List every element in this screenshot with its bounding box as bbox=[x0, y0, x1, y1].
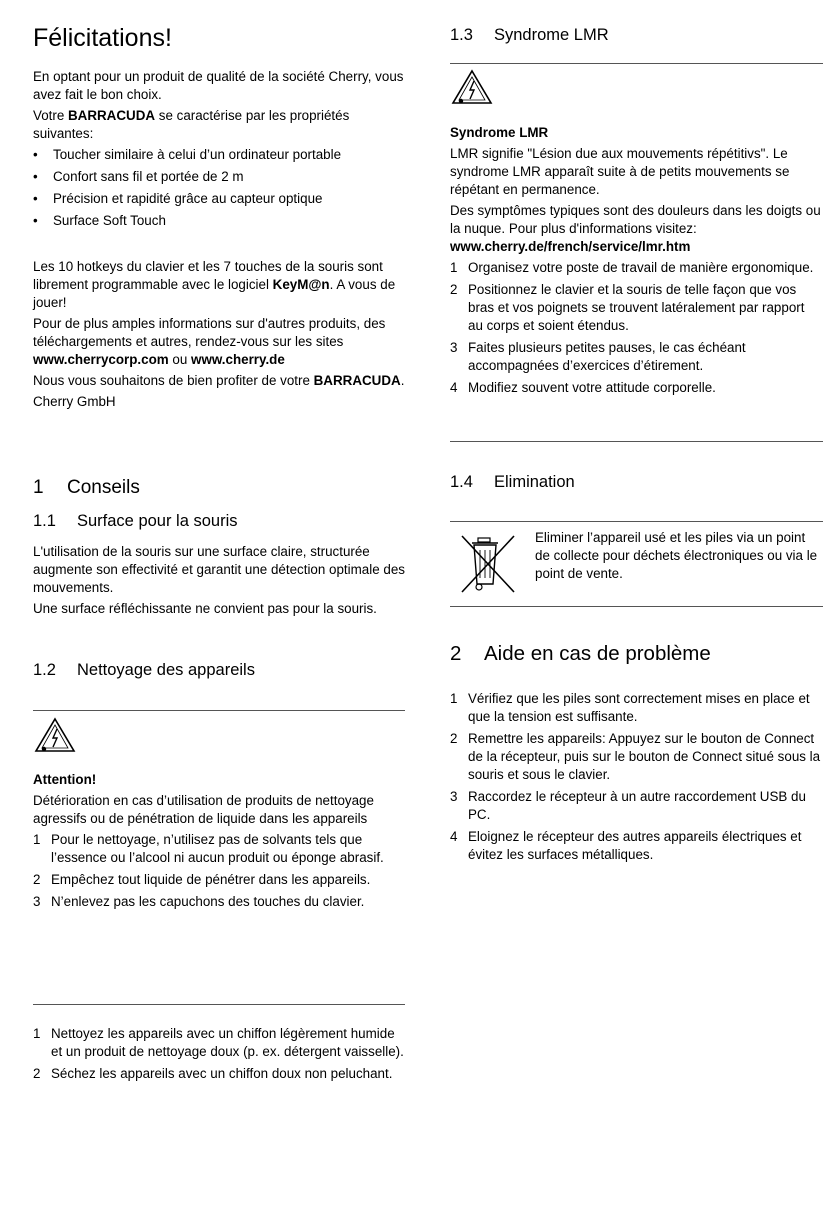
divider bbox=[33, 710, 405, 711]
list-item: 1 Pour le nettoyage, n’utilisez pas de solvants tels que l’essence ou l’alcool ni aucun produit ou éponge abrasif. bbox=[33, 832, 384, 865]
divider bbox=[450, 441, 823, 442]
website-link[interactable]: www.cherry.de bbox=[191, 352, 285, 367]
list-item: 2 Positionnez le clavier et la souris de telle façon que vos bras et vos poignets se trouvent latéralement par rapport au corps et soient étendus. bbox=[450, 282, 805, 333]
warning-triangle-icon bbox=[33, 716, 77, 754]
hotkeys-block bbox=[33, 258, 405, 411]
help-block bbox=[450, 690, 823, 868]
list-item: 2 Remettre les appareils: Appuyez sur le bouton de Connect de la récepteur, puis sur le bouton de Connect situé sous la souris et sous le clavier. bbox=[450, 731, 821, 782]
website-link[interactable]: www.cherry.de/french/service/lmr.htm bbox=[450, 239, 691, 254]
paragraph: Des symptômes typiques sont des douleurs dans les doigts ou la nuque. Pour plus d'informations visitez: www.cherry.de/french/service/lmr.htm bbox=[450, 203, 821, 254]
divider bbox=[33, 1004, 405, 1005]
attention-text: Détérioration en cas d’utilisation de produits de nettoyage agressifs ou de pénétration de liquide dans les appareils bbox=[33, 793, 374, 826]
help-list bbox=[450, 690, 823, 864]
list-item: • Toucher similaire à celui d’un ordinateur portable bbox=[33, 144, 405, 166]
hotkeys-paragraph: Les 10 hotkeys du clavier et les 7 touches de la souris sont librement programmable avec le logiciel KeyM@n. A vous de jouer! bbox=[33, 259, 396, 310]
list-item: 3 N’enlevez pas les capuchons des touches du clavier. bbox=[33, 894, 365, 909]
paragraph: L'utilisation de la souris sur une surface claire, structurée augmente son effectivité et garantit une détection optimale des mouvements. bbox=[33, 544, 405, 595]
list-item: 2 Empêchez tout liquide de pénétrer dans les appareils. bbox=[33, 872, 371, 887]
list-item: 4 Modifiez souvent votre attitude corporelle. bbox=[450, 380, 716, 395]
mouse-surface-block bbox=[33, 543, 405, 618]
page-title: Félicitations! bbox=[33, 24, 172, 52]
list-item: 2 Séchez les appareils avec un chiffon doux non peluchant. bbox=[33, 1066, 393, 1081]
enjoy-paragraph: Nous vous souhaitons de bien profiter de votre BARRACUDA. bbox=[33, 373, 405, 388]
website-link[interactable]: www.cherrycorp.com bbox=[33, 352, 169, 367]
feature-list bbox=[33, 144, 405, 232]
subsection-heading: 1.4 Elimination bbox=[450, 473, 575, 491]
list-item: • Confort sans fil et portée de 2 m bbox=[33, 166, 405, 188]
subsection-heading: 1.3 Syndrome LMR bbox=[450, 26, 609, 44]
list-item: • Surface Soft Touch bbox=[33, 210, 405, 232]
divider bbox=[450, 63, 823, 64]
list-item: 3 Faites plusieurs petites pauses, le cas échéant accompagnées d’exercices d’étirement. bbox=[450, 340, 746, 373]
attention-title: Attention! bbox=[33, 772, 97, 787]
attention-list bbox=[33, 831, 405, 911]
list-item: 1 Nettoyez les appareils avec un chiffon légèrement humide et un produit de nettoyage doux (p. ex. détergent vaisselle). bbox=[33, 1026, 404, 1059]
list-item: • Précision et rapidité grâce au capteur optique bbox=[33, 188, 405, 210]
subsection-heading: 1.2 Nettoyage des appareils bbox=[33, 661, 255, 679]
info-paragraph: Pour de plus amples informations sur d'autres produits, des téléchargements et autres, rendez-vous sur les sites www.cherrycorp.com ou www.cherry.de bbox=[33, 316, 386, 367]
signature: Cherry GmbH bbox=[33, 394, 116, 409]
divider bbox=[450, 606, 823, 607]
intro bbox=[33, 68, 405, 232]
section-heading: 1 Conseils bbox=[33, 477, 140, 498]
lmr-title: Syndrome LMR bbox=[450, 125, 549, 140]
lmr-list bbox=[450, 259, 823, 397]
cleaning-list bbox=[33, 1025, 405, 1083]
subsection-heading: 1.1 Surface pour la souris bbox=[33, 512, 238, 530]
crossed-out-bin-icon bbox=[458, 530, 518, 596]
attention-block bbox=[33, 771, 405, 915]
lmr-block bbox=[450, 124, 823, 401]
divider bbox=[450, 521, 823, 522]
disposal-text: Eliminer l’appareil usé et les piles via un point de collecte pour déchets électroniques ou via le point de vente. bbox=[535, 530, 818, 581]
list-item: 4 Eloignez le récepteur des autres appareils électriques et évitez les surfaces métalliques. bbox=[450, 829, 802, 862]
cleaning-block bbox=[33, 1025, 405, 1087]
paragraph: LMR signifie "Lésion due aux mouvements répétitivs". Le syndrome LMR apparaît suite à de petits mouvements se répétant en permanence. bbox=[450, 146, 790, 197]
list-item: 1 Organisez votre poste de travail de manière ergonomique. bbox=[450, 260, 814, 275]
intro-properties: Votre BARRACUDA se caractérise par les propriétés suivantes: bbox=[33, 108, 350, 141]
list-item: 1 Vérifiez que les piles sont correctement mises en place et que la tension est suffisante. bbox=[450, 691, 810, 724]
warning-triangle-icon bbox=[450, 68, 494, 106]
paragraph: Une surface réfléchissante ne convient pas pour la souris. bbox=[33, 601, 377, 616]
list-item: 3 Raccordez le récepteur à un autre raccordement USB du PC. bbox=[450, 789, 806, 822]
section-heading: 2 Aide en cas de problème bbox=[450, 642, 711, 665]
intro-paragraph: En optant pour un produit de qualité de la société Cherry, vous avez fait le bon choix. bbox=[33, 69, 404, 102]
